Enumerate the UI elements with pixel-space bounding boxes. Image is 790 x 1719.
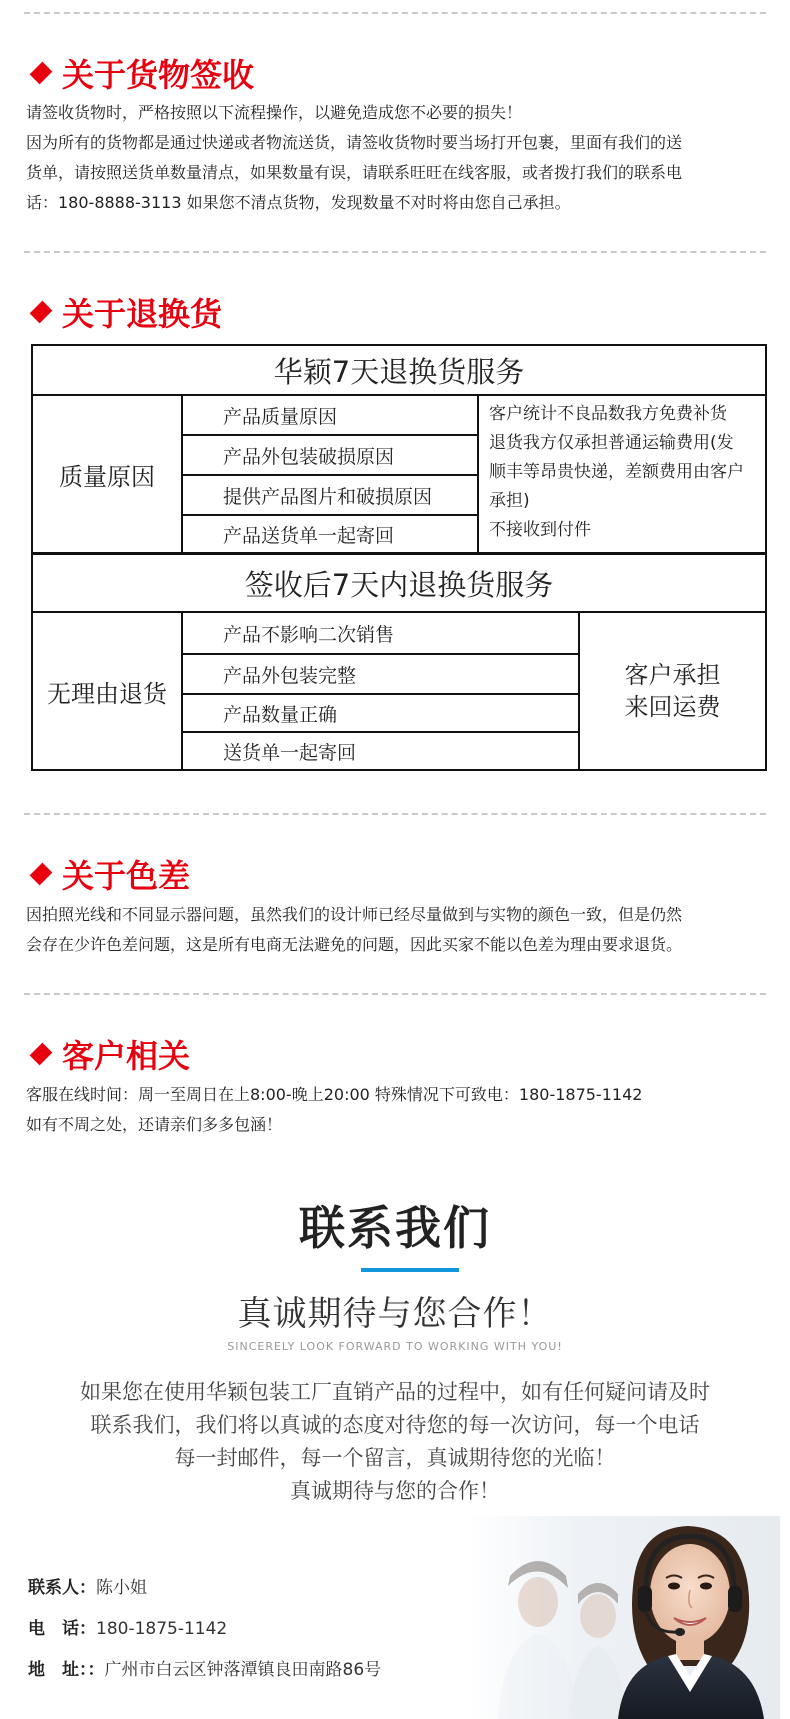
contact-subtitle: 真诚期待与您合作！ (237, 1294, 553, 1334)
section-title-text: 关于色差 (62, 857, 191, 895)
section-title-text: 关于退换货 (62, 295, 223, 333)
section-title-text: 客户相关 (62, 1037, 191, 1075)
section-divider (24, 251, 766, 253)
contact-person: 陈小姐 (96, 1578, 147, 1598)
note-line: 不接收到付件 (489, 520, 591, 540)
receipt-paragraph (26, 98, 776, 218)
intro-line: 真诚期待与您的合作！ (290, 1479, 500, 1503)
fee-line: 客户承担 (624, 661, 721, 689)
customer-paragraph (26, 1080, 776, 1140)
table-header: 华颖7天退换货服务 (32, 345, 766, 395)
section-title-customer (26, 1031, 190, 1077)
table-item: 产品不影响二次销售 (182, 612, 579, 654)
title-underline (361, 1268, 459, 1272)
section-divider (24, 12, 766, 14)
contact-title: 联系我们 (299, 1201, 491, 1255)
contact-person-label: 联系人： (28, 1578, 96, 1598)
paragraph-line: 请签收货物时，严格按照以下流程操作，以避免造成您不必要的损失！ (26, 103, 523, 122)
note-line: 承担) (489, 491, 530, 511)
intro-line: 每一封邮件，每一个留言，真诚期待您的光临！ (174, 1446, 616, 1470)
contact-phone-label: 电 话： (28, 1619, 96, 1639)
paragraph-line: 如有不周之处，还请亲们多多包涵！ (26, 1115, 283, 1134)
table-item: 产品外包装完整 (182, 654, 579, 694)
table-item: 产品质量原因 (182, 395, 478, 435)
table-item: 送货单一起寄回 (182, 732, 579, 770)
diamond-icon (30, 62, 53, 85)
note-line: 客户统计不良品数我方免费补货 (489, 404, 727, 424)
intro-line: 联系我们，我们将以真诚的态度对待您的每一次访问，每一个电话 (90, 1413, 700, 1437)
contact-address-row (28, 1655, 381, 1680)
diamond-icon (30, 1043, 53, 1066)
intro-line: 如果您在使用华颖包装工厂直销产品的过程中，如有任何疑问请及时 (80, 1380, 710, 1404)
table-item: 产品送货单一起寄回 (182, 515, 478, 553)
no-reason-return-table (31, 553, 767, 771)
color-paragraph (26, 900, 776, 960)
contact-phone-row (28, 1614, 227, 1639)
paragraph-line: 货单，请按照送货单数量清点，如果数量有误，请联系旺旺在线客服，或者拨打我们的联系电 (26, 163, 683, 182)
quality-return-table (31, 344, 767, 554)
diamond-icon (30, 301, 53, 324)
paragraph-line: 会存在少许色差问题，这是所有电商无法避免的问题，因此买家不能以色差为理由要求退货。 (26, 935, 683, 954)
note-line: 退货我方仅承担普通运输费用(发 (489, 433, 734, 453)
paragraph-line: 因拍照光线和不同显示器问题，虽然我们的设计师已经尽量做到与实物的颜色一致，但是仍然 (26, 905, 683, 924)
paragraph-line: 客服在线时间：周一至周日在上8:00-晚上20:00 特殊情况下可致电：180-1875-1142 (26, 1085, 643, 1104)
contact-subtitle-en: SINCERELY LOOK FORWARD TO WORKING WITH YOU! (227, 1340, 563, 1353)
table-header: 签收后7天内退换货服务 (32, 554, 766, 612)
table-category-cell: 质量原因 (32, 395, 182, 553)
table-item: 产品数量正确 (182, 694, 579, 732)
table-item: 产品外包装破损原因 (182, 435, 478, 475)
contact-address: 广州市白云区钟落潭镇良田南路86号 (104, 1660, 382, 1680)
contact-address-label: 地 址：： (28, 1660, 105, 1680)
diamond-icon (30, 863, 53, 886)
section-divider (24, 993, 766, 995)
contact-person-row (28, 1573, 147, 1598)
contact-intro (0, 1376, 790, 1508)
table-category-cell: 无理由退货 (32, 612, 182, 770)
fee-line: 来回运费 (624, 693, 721, 721)
table-note-cell (478, 395, 766, 553)
paragraph-line: 因为所有的货物都是通过快递或者物流送货，请签收货物时要当场打开包裹，里面有我们的送 (26, 133, 683, 152)
section-title-returns (26, 289, 222, 335)
section-title-receipt (26, 50, 254, 96)
section-divider (24, 813, 766, 815)
contact-phone: 180-1875-1142 (96, 1619, 228, 1639)
section-title-color (26, 851, 190, 897)
customer-service-illustration (468, 1516, 780, 1719)
table-fee-cell (579, 612, 766, 770)
section-title-text: 关于货物签收 (62, 56, 255, 94)
paragraph-line: 话：180-8888-3113 如果您不清点货物，发现数量不对时将由您自己承担。 (26, 193, 571, 212)
note-line: 顺丰等昂贵快递，差额费用由客户 (489, 462, 744, 482)
table-item: 提供产品图片和破损原因 (182, 475, 478, 515)
